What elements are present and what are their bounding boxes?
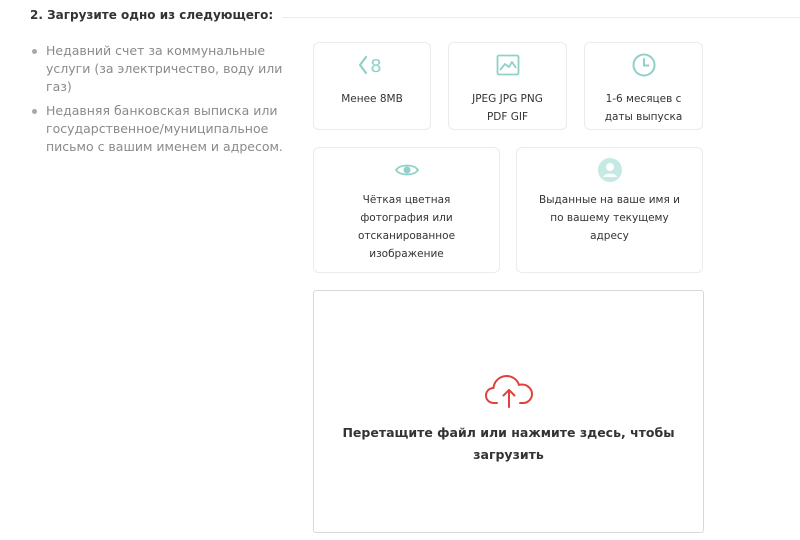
- svg-text:8: 8: [370, 56, 382, 77]
- document-option-utility-bill: Недавний счет за коммунальные услуги (за электричество, воду или газ): [46, 43, 283, 94]
- requirement-label: Чёткая цветная фотография или отсканированное изображение: [357, 194, 456, 260]
- person-icon: [597, 157, 623, 183]
- list-item: [30, 42, 298, 96]
- bullet: [32, 109, 37, 114]
- eye-icon: [394, 157, 420, 183]
- requirement-card-photo-quality: [313, 147, 500, 273]
- list-item: [30, 102, 298, 156]
- cloud-upload-icon: [483, 371, 535, 415]
- requirement-label: Менее 8MB: [341, 93, 403, 105]
- section-title: 2. Загрузите одно из следующего:: [30, 8, 274, 22]
- image-icon: [495, 52, 521, 78]
- requirement-label: 1-6 месяцев с даты выпуска: [604, 93, 683, 123]
- file-size-icon: [357, 52, 387, 78]
- requirement-label: JPEG JPG PNG PDF GIF: [472, 93, 543, 123]
- bullet: [32, 49, 37, 54]
- requirement-card-name-address: [516, 147, 703, 273]
- title-divider: [282, 17, 800, 18]
- requirement-label: Выданные на ваше имя и по вашему текущему адресу: [539, 194, 680, 242]
- file-upload-dropzone[interactable]: [313, 290, 704, 533]
- document-option-bank-statement: Недавняя банковская выписка или государственное/муниципальное письмо с вашим именем и адресом.: [46, 103, 283, 154]
- requirement-card-formats: [448, 42, 567, 130]
- requirement-card-date: [584, 42, 703, 130]
- clock-icon: [631, 52, 657, 78]
- requirement-card-file-size: [313, 42, 431, 130]
- document-list: [30, 42, 298, 162]
- upload-instructions: Перетащите файл или нажмите здесь, чтобы загрузить: [342, 425, 675, 462]
